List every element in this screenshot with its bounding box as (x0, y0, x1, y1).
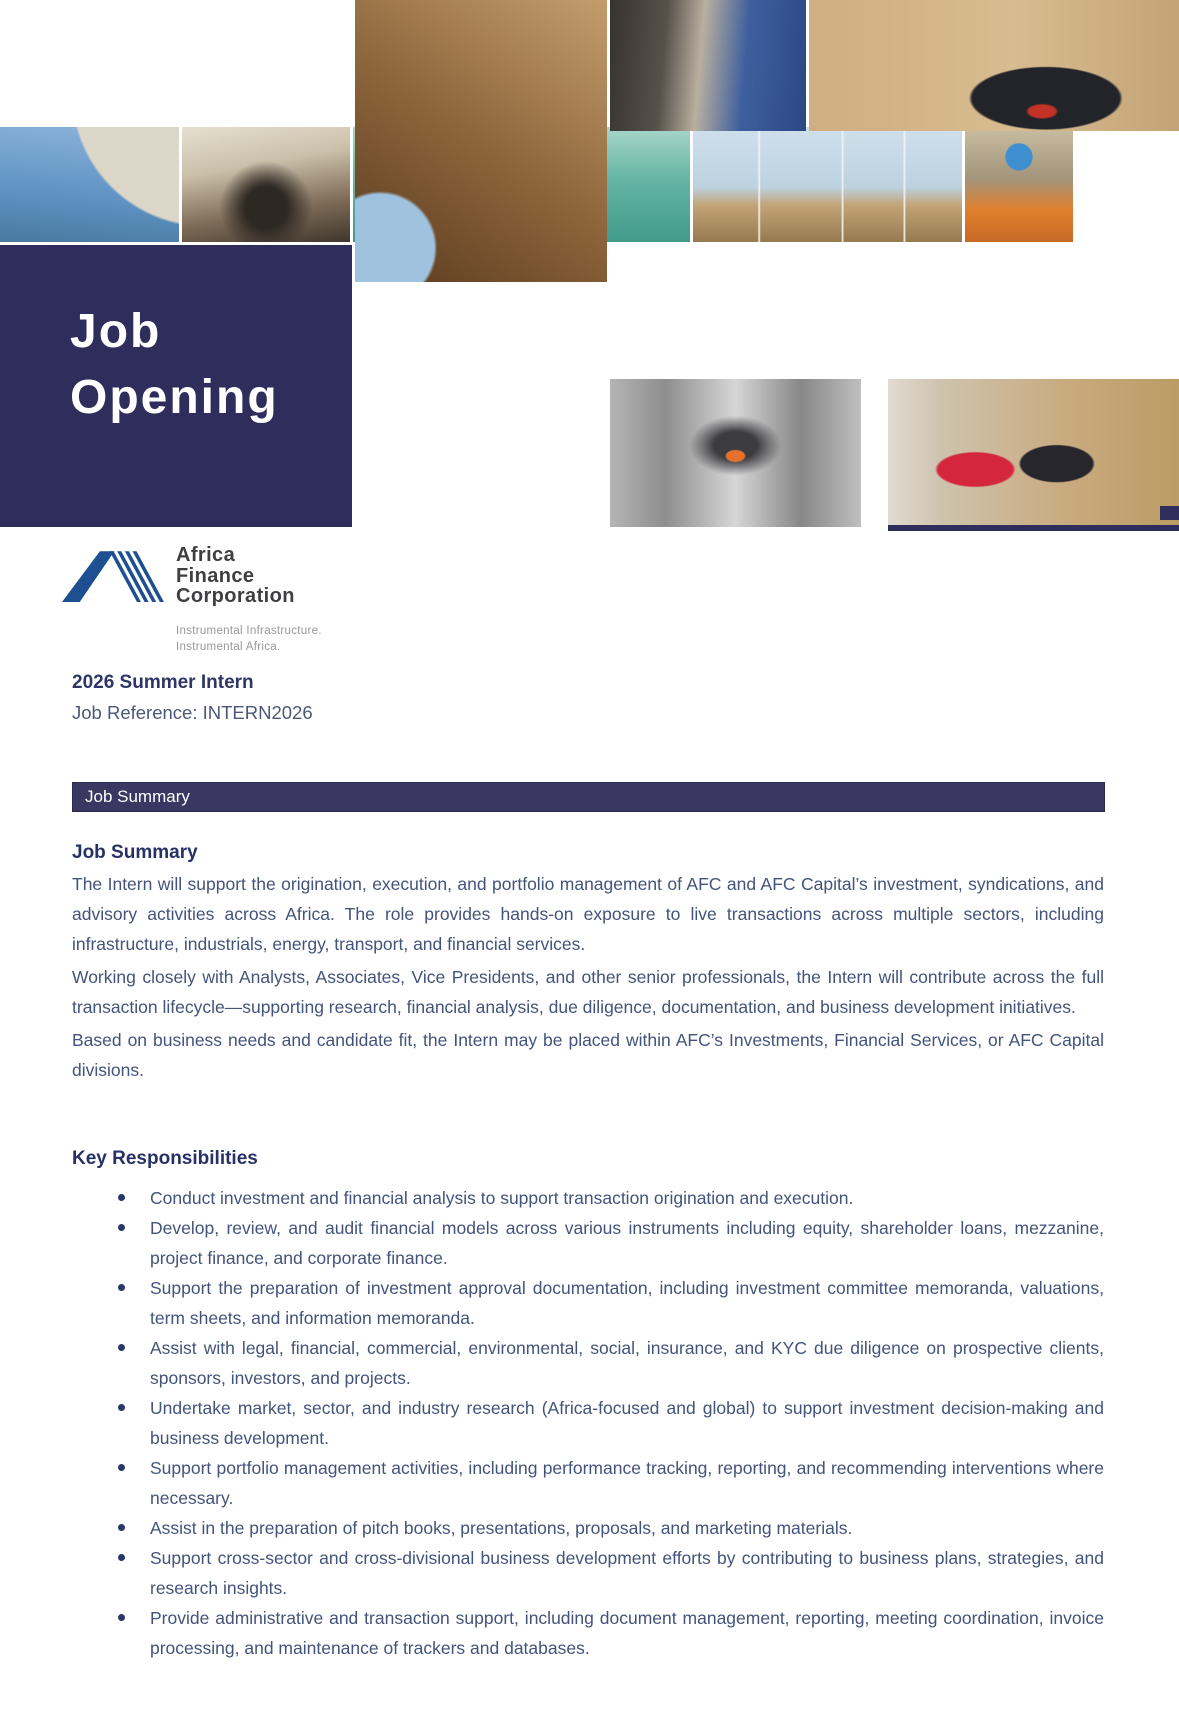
job-summary-paragraphs (72, 869, 1104, 1088)
tagline-line2: Instrumental Africa. (176, 640, 281, 653)
job-summary-banner: Job Summary (72, 782, 1105, 812)
key-responsibilities-list (72, 1183, 1104, 1663)
photo-wind-turbines (693, 127, 962, 242)
job-reference: Job Reference: INTERN2026 (72, 702, 313, 723)
hero-title-line1: Job (70, 305, 162, 358)
summary-paragraph: The Intern will support the origination, execution, and portfolio management of AFC and AFC Capital’s investment, syndications, and advisory activities across Africa. The role provides hands-on exposure to live transactions across multiple sectors, including infrastructure, industrials, energy, transport, and financial services. (72, 874, 1104, 954)
responsibility-item: Assist with legal, financial, commercial, environmental, social, insurance, and KYC due diligence on prospective clients, sponsors, investors, and projects. (72, 1333, 1104, 1393)
responsibility-item: Develop, review, and audit financial models across various instruments including equity, shareholder loans, mezzanine, project finance, and corporate finance. (72, 1213, 1104, 1273)
responsibility-item: Support cross-sector and cross-divisional business development efforts by contributing to business plans, strategies, and research insights. (72, 1543, 1104, 1603)
summary-paragraph: Working closely with Analysts, Associates, Vice Presidents, and other senior professionals, the Intern will contribute across the full transaction lifecycle—supporting research, financial analysis, due diligence, documentation, and business development initiatives. (72, 967, 1104, 1017)
responsibility-item: Support portfolio management activities, including performance tracking, reporting, and recommending interventions where necessary. (72, 1453, 1104, 1513)
afc-logo-name (176, 545, 322, 607)
afc-logo-text (176, 545, 322, 655)
logo-name-line1: Africa (176, 544, 236, 566)
summary-paragraph: Based on business needs and candidate fit, the Intern may be placed within AFC’s Investments, Financial Services, or AFC Capital divisions. (72, 1030, 1104, 1080)
navy-accent-bar (888, 525, 1179, 531)
hero-title-line2: Opening (70, 371, 279, 424)
navy-accent-chip (1160, 506, 1179, 520)
tagline-line1: Instrumental Infrastructure. (176, 624, 322, 637)
responsibility-item: Support the preparation of investment approval documentation, including investment committee memoranda, valuations, term sheets, and information memoranda. (72, 1273, 1104, 1333)
photo-bridge-column (355, 0, 607, 282)
photo-colleagues-discussion (888, 379, 1179, 525)
afc-logo-mark (62, 545, 170, 609)
photo-construction-worker (965, 127, 1073, 242)
responsibility-item: Assist in the preparation of pitch books, presentations, proposals, and marketing materials. (72, 1513, 1104, 1543)
photo-handshake-meeting (610, 0, 806, 131)
responsibility-item: Conduct investment and financial analysis to support transaction origination and execution. (72, 1183, 1104, 1213)
responsibility-item: Provide administrative and transaction support, including document management, reporting, meeting coordination, invoice processing, and maintenance of trackers and databases. (72, 1603, 1104, 1663)
key-responsibilities-heading: Key Responsibilities (72, 1148, 258, 1169)
photo-office-meeting (182, 127, 350, 242)
responsibility-item: Undertake market, sector, and industry research (Africa-focused and global) to support investment decision-making and business development. (72, 1393, 1104, 1453)
photo-executive-red-tie (809, 0, 1179, 131)
job-title: 2026 Summer Intern (72, 672, 254, 693)
job-opening-panel (0, 245, 352, 527)
photo-concrete-corridor (610, 379, 861, 527)
photo-bridge-underside (0, 127, 179, 242)
afc-logo-tagline (176, 623, 322, 655)
job-summary-heading: Job Summary (72, 842, 198, 863)
hero-collage (0, 0, 1179, 532)
logo-name-line3: Corporation (176, 585, 295, 607)
afc-logo (62, 545, 322, 655)
logo-name-line2: Finance (176, 564, 255, 587)
